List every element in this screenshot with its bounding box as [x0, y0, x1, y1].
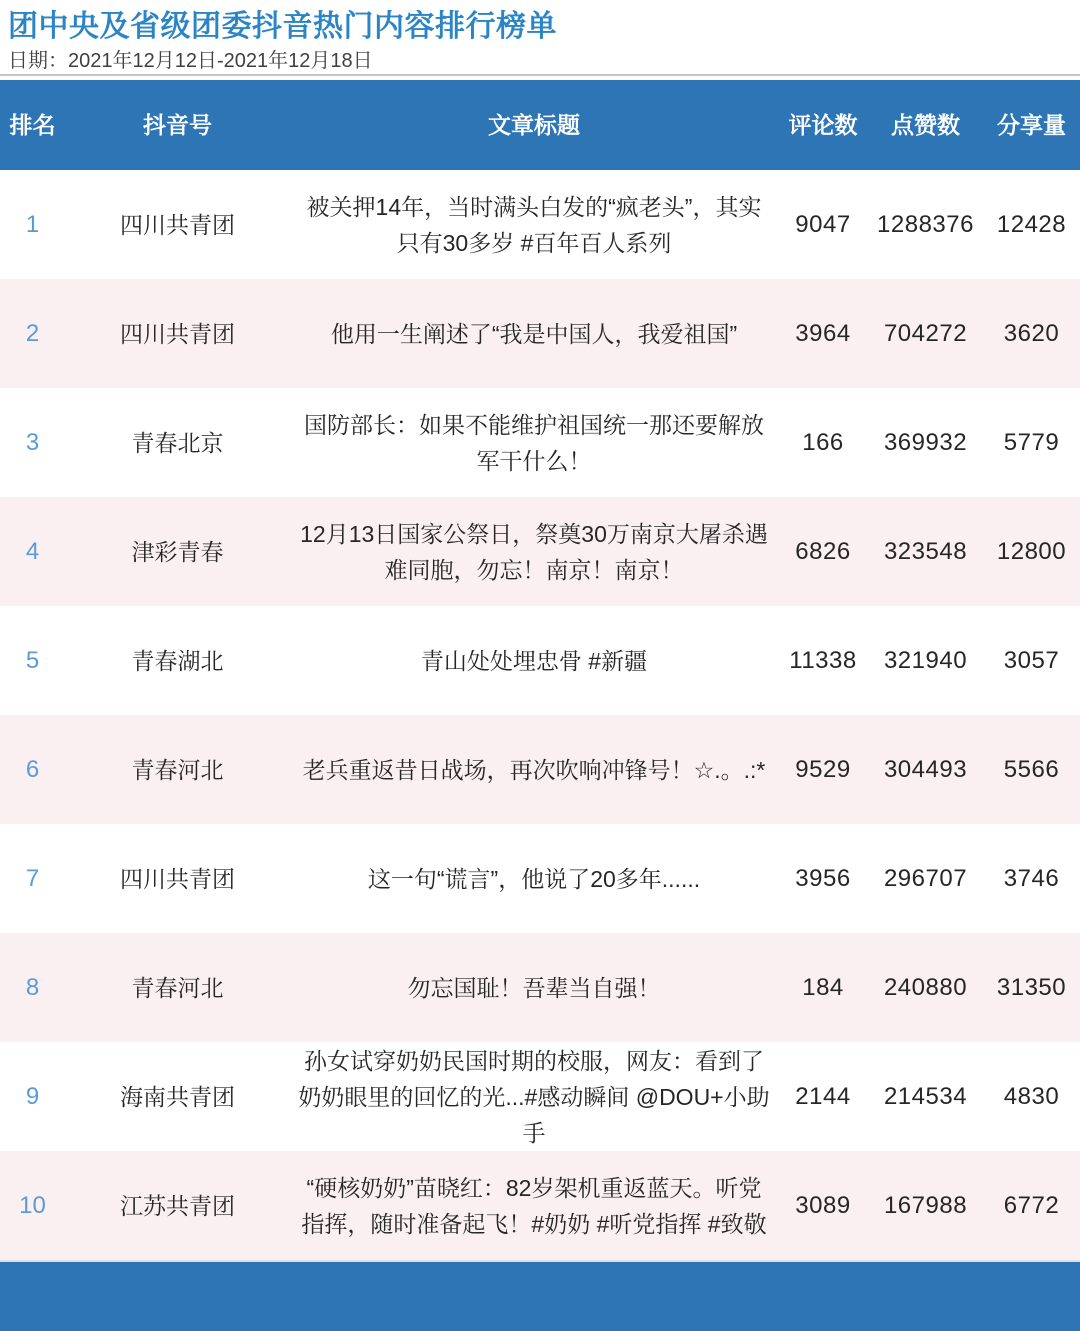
account-cell: 青春河北 [131, 974, 224, 1001]
shares-cell: 3057 [1003, 646, 1060, 674]
shares-cell: 3746 [1003, 864, 1060, 892]
column-header-account: 抖音号 [143, 112, 212, 138]
account-cell: 四川共青团 [120, 865, 235, 892]
column-header-title: 文章标题 [488, 112, 580, 138]
table-row [0, 933, 1080, 1042]
table-row [0, 1151, 1080, 1260]
likes-cell: 214534 [883, 1082, 968, 1110]
likes-cell: 704272 [883, 319, 968, 347]
comments-cell: 9047 [795, 210, 851, 238]
title-cell: 12月13日国家公祭日，祭奠30万南京大屠杀遇难同胞，勿忘！南京！南京！ [300, 520, 768, 583]
title-cell: 这一句“谎言”，他说了20多年...... [367, 865, 701, 892]
rank-cell: 5 [25, 646, 40, 674]
account-cell: 四川共青团 [120, 320, 235, 347]
likes-cell: 296707 [883, 864, 968, 892]
document-header [0, 0, 1080, 80]
shares-cell: 31350 [996, 973, 1067, 1001]
title-cell: 国防部长：如果不能维护祖国统一那还要解放军干什么！ [304, 411, 764, 474]
footer-band [0, 1260, 1080, 1331]
comments-cell: 6826 [795, 537, 851, 565]
shares-cell: 12428 [996, 210, 1067, 238]
comments-cell: 184 [802, 973, 844, 1001]
title-cell: 勿忘国耻！吾辈当自强！ [407, 974, 661, 1001]
account-cell: 四川共青团 [120, 211, 235, 238]
shares-cell: 6772 [1003, 1191, 1060, 1219]
account-cell: 海南共青团 [120, 1083, 235, 1110]
rank-cell: 10 [19, 1191, 46, 1219]
rank-cell: 6 [25, 755, 40, 783]
account-cell: 津彩青春 [131, 538, 224, 565]
likes-cell: 1288376 [877, 210, 974, 238]
title-cell: 孙女试穿奶奶民国时期的校服，网友：看到了奶奶眼里的回忆的光...#感动瞬间 @DOU+小助手 [298, 1047, 770, 1146]
date-range-label: 日期：2021年12月12日-2021年12月18日 [8, 50, 373, 72]
comments-cell: 11338 [789, 646, 857, 674]
table-row [0, 279, 1080, 388]
table-row [0, 170, 1080, 279]
title-cell: 他用一生阐述了“我是中国人，我爱祖国” [330, 320, 738, 347]
comments-cell: 3964 [795, 319, 851, 347]
title-cell: 被关押14年，当时满头白发的“疯老头”，其实只有30多岁 #百年百人系列 [306, 193, 762, 256]
column-header-rank: 排名 [9, 112, 56, 138]
shares-cell: 4830 [1003, 1082, 1060, 1110]
account-cell: 青春湖北 [131, 647, 224, 674]
account-cell: 江苏共青团 [120, 1192, 235, 1219]
column-header-comments: 评论数 [788, 112, 858, 138]
title-cell: 青山处处埋忠骨 #新疆 [420, 647, 648, 674]
shares-cell: 3620 [1003, 319, 1060, 347]
rank-cell: 4 [25, 537, 40, 565]
title-cell: 老兵重返昔日战场，再次吹响冲锋号！☆.。.:* [302, 756, 766, 783]
comments-cell: 9529 [795, 755, 851, 783]
rank-cell: 7 [25, 864, 40, 892]
comments-cell: 3956 [795, 864, 851, 892]
likes-cell: 321940 [883, 646, 968, 674]
page-title: 团中央及省级团委抖音热门内容排行榜单 [8, 10, 557, 43]
likes-cell: 167988 [883, 1191, 968, 1219]
title-cell: “硬核奶奶”苗晓红：82岁架机重返蓝天。听党指挥，随时准备起飞！#奶奶 #听党指挥 #致敬 [301, 1174, 767, 1237]
header-divider [0, 74, 1080, 76]
shares-cell: 5779 [1003, 428, 1060, 456]
rank-cell: 3 [25, 428, 40, 456]
shares-cell: 12800 [996, 537, 1067, 565]
column-header-likes: 点赞数 [891, 112, 960, 138]
table-row [0, 388, 1080, 497]
table-row [0, 715, 1080, 824]
table-row [0, 824, 1080, 933]
column-header-shares: 分享量 [997, 112, 1066, 138]
rank-cell: 1 [25, 210, 40, 238]
rank-cell: 8 [25, 973, 40, 1001]
rank-cell: 2 [25, 319, 40, 347]
likes-cell: 369932 [883, 428, 968, 456]
table-row [0, 606, 1080, 715]
comments-cell: 2144 [795, 1082, 851, 1110]
comments-cell: 3089 [795, 1191, 851, 1219]
account-cell: 青春北京 [131, 429, 224, 456]
table-header-row [0, 80, 1080, 170]
shares-cell: 5566 [1003, 755, 1060, 783]
likes-cell: 323548 [883, 537, 968, 565]
rank-cell: 9 [25, 1082, 40, 1110]
table-row [0, 1042, 1080, 1151]
likes-cell: 240880 [883, 973, 968, 1001]
account-cell: 青春河北 [131, 756, 224, 783]
comments-cell: 166 [802, 428, 844, 456]
likes-cell: 304493 [883, 755, 968, 783]
table-row [0, 497, 1080, 606]
